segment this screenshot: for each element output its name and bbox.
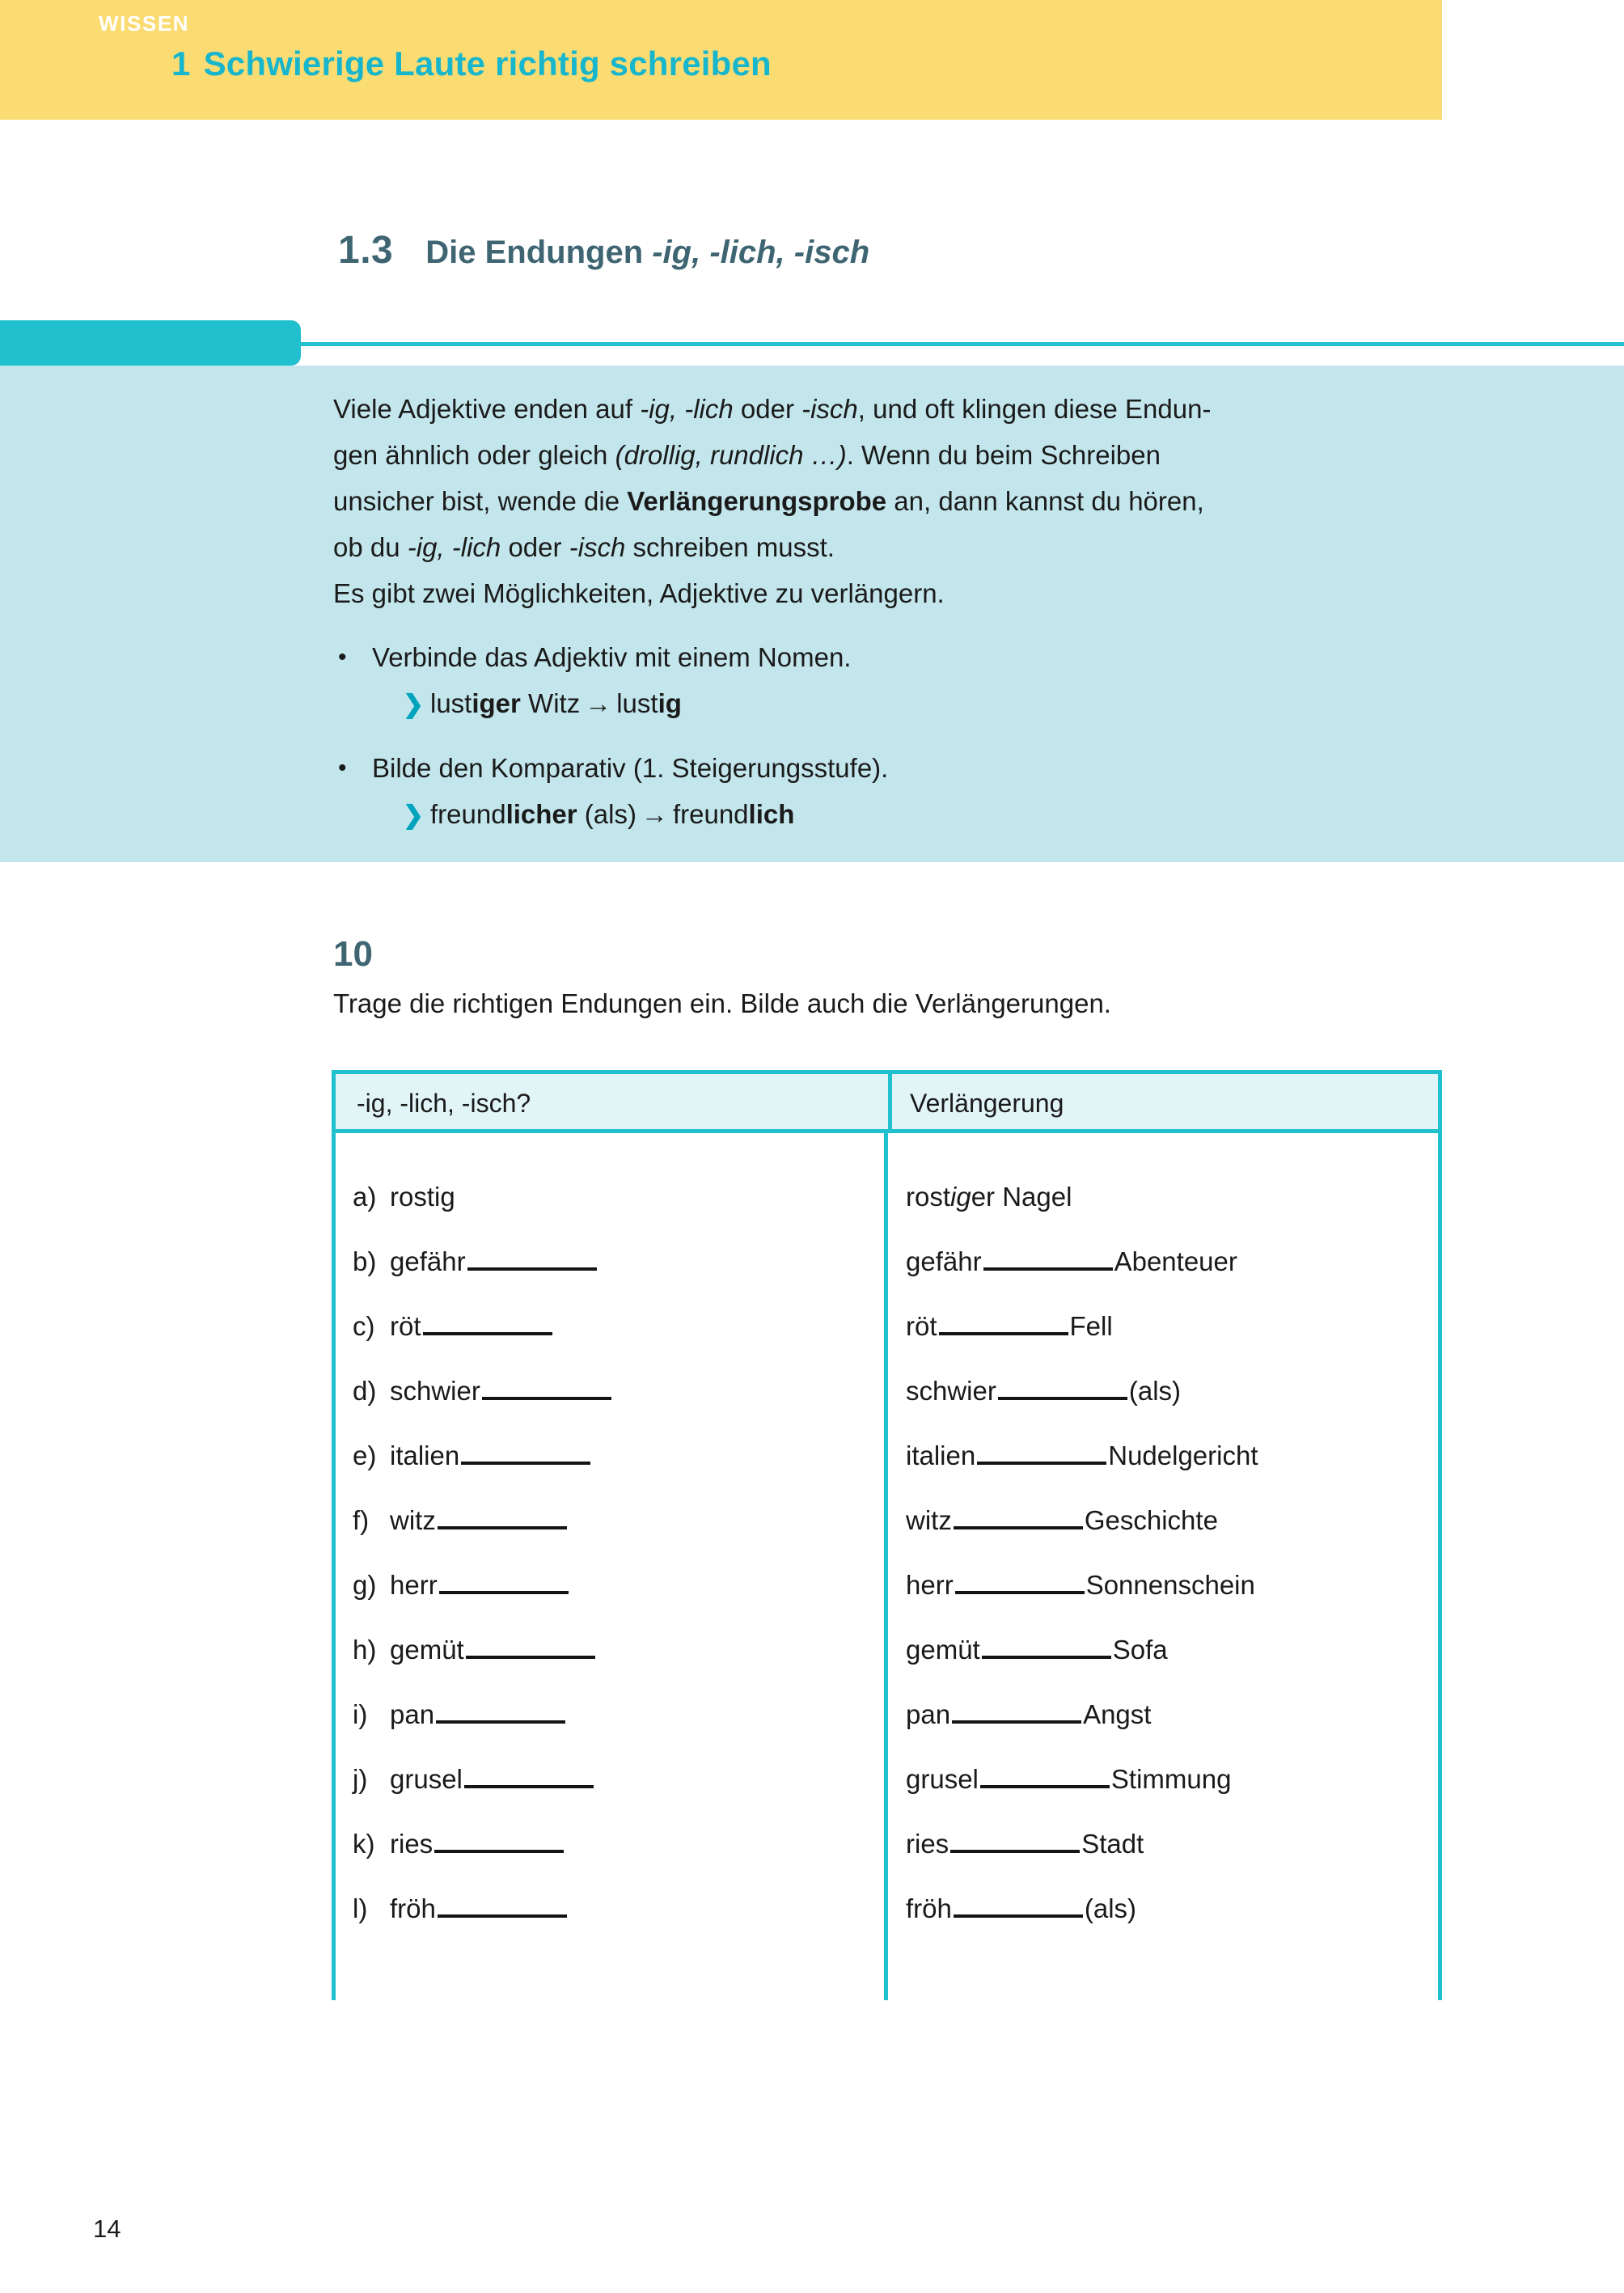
answer-blank-right[interactable] <box>998 1376 1127 1400</box>
row-marker: a) <box>353 1182 377 1212</box>
example-post-pre: freund <box>672 799 749 829</box>
arrow-right-icon: → <box>641 799 668 829</box>
knowledge-box-body <box>333 386 1465 856</box>
row-stem-right: herr <box>906 1570 954 1600</box>
row-suffix-right: er Nagel <box>971 1182 1072 1212</box>
answer-blank-left[interactable] <box>438 1505 567 1529</box>
knowledge-paragraph-line3 <box>333 478 1465 524</box>
kb-seg2: -ig, -lich <box>640 394 734 424</box>
row-suffix-right: Abenteuer <box>1114 1246 1237 1276</box>
row-marker: d) <box>353 1376 377 1406</box>
row-stem-left: fröh <box>390 1893 436 1923</box>
table-header-cell-extension: Verlängerung <box>910 1089 1064 1118</box>
example-post-pre: lust <box>616 688 658 718</box>
table-row-left <box>353 1376 613 1441</box>
kb-seg14: oder <box>501 532 569 562</box>
kb-seg11: an, dann kannst du hören, <box>886 486 1204 516</box>
row-stem-left: ries <box>390 1829 433 1859</box>
answer-blank-right[interactable] <box>950 1829 1080 1853</box>
example-mid: (als) <box>577 799 636 829</box>
row-suffix-right: Sofa <box>1112 1635 1168 1665</box>
row-stem-left: pan <box>390 1699 435 1729</box>
example-bold: licher <box>505 799 577 829</box>
table-row-right <box>906 1829 1258 1893</box>
row-suffix-right: Angst <box>1083 1699 1152 1729</box>
row-suffix-right: (als) <box>1128 1376 1182 1406</box>
knowledge-bullet-item <box>333 745 1465 838</box>
answer-blank-left[interactable] <box>482 1376 611 1400</box>
row-marker: f) <box>353 1505 370 1535</box>
row-marker: b) <box>353 1246 377 1276</box>
table-row-left <box>353 1829 613 1893</box>
answer-blank-right[interactable] <box>983 1246 1113 1271</box>
row-stem-left: schwier <box>390 1376 480 1406</box>
answer-blank-right[interactable] <box>954 1505 1083 1529</box>
knowledge-paragraph-line2 <box>333 432 1465 478</box>
table-column-right <box>906 1182 1258 1958</box>
answer-blank-left[interactable] <box>423 1311 552 1335</box>
chapter-number: 1 <box>171 44 191 82</box>
table-right-border <box>1438 1133 1442 2000</box>
table-row-left <box>353 1635 613 1699</box>
row-italic-ending: ig <box>950 1182 971 1212</box>
table-row-right <box>906 1893 1258 1958</box>
row-suffix-right: Nudelgericht <box>1108 1441 1258 1470</box>
kb-seg5: , und oft klingen diese Endun- <box>857 394 1212 424</box>
table-left-border <box>332 1133 336 2000</box>
bullet-example <box>372 791 1465 838</box>
example-bold: iger <box>472 688 521 718</box>
table-column-divider <box>884 1133 888 2000</box>
row-stem-left: herr <box>390 1570 438 1600</box>
row-stem-left: witz <box>390 1505 436 1535</box>
chapter-title-text: Schwierige Laute richtig schreiben <box>203 44 772 82</box>
answer-blank-left[interactable] <box>438 1893 567 1918</box>
table-row-right <box>906 1441 1258 1505</box>
answer-blank-right[interactable] <box>982 1635 1111 1659</box>
exercise-table <box>332 1070 1442 2004</box>
row-suffix-right: Stadt <box>1081 1829 1144 1859</box>
table-row-left <box>353 1570 613 1635</box>
kb-seg15: -isch <box>569 532 626 562</box>
row-stem-left: grusel <box>390 1764 463 1794</box>
row-stem-left: gefähr <box>390 1246 466 1276</box>
row-stem-right: italien <box>906 1441 976 1470</box>
row-suffix-right: Stimmung <box>1110 1764 1232 1794</box>
row-marker: h) <box>353 1635 377 1665</box>
table-row-right <box>906 1505 1258 1570</box>
kb-seg9: unsicher bist, wende die <box>333 486 628 516</box>
table-row-right <box>906 1699 1258 1764</box>
kb-seg8: . Wenn du beim Schreiben <box>846 440 1161 470</box>
row-stem-right: gefähr <box>906 1246 982 1276</box>
table-header-cell-endings: -ig, -lich, -isch? <box>357 1089 531 1118</box>
table-row-right <box>906 1182 1258 1246</box>
row-stem-left: röt <box>390 1311 421 1341</box>
table-column-left <box>353 1182 613 1958</box>
knowledge-paragraph <box>333 386 1465 432</box>
knowledge-bullet-item <box>333 634 1465 727</box>
kb-seg6: gen ähnlich oder gleich <box>333 440 615 470</box>
answer-blank-right[interactable] <box>980 1764 1110 1788</box>
kb-seg1: Viele Adjektive enden auf <box>333 394 641 424</box>
kb-seg7: (drollig, rundlich …) <box>615 440 847 470</box>
example-mid: Witz <box>520 688 581 718</box>
kb-seg3: oder <box>733 394 802 424</box>
table-header-row <box>332 1070 1442 1133</box>
row-marker: e) <box>353 1441 377 1470</box>
example-pre: freund <box>429 799 506 829</box>
page-number: 14 <box>93 2215 121 2243</box>
knowledge-box-tab <box>0 320 301 366</box>
knowledge-paragraph-line5: Es gibt zwei Möglichkeiten, Adjektive zu verlängern. <box>333 578 945 608</box>
row-stem-right: pan <box>906 1699 951 1729</box>
section-title-italic: -ig, -lich, -isch <box>652 235 870 270</box>
row-stem-right: röt <box>906 1311 937 1341</box>
example-post-bold: ig <box>658 688 682 718</box>
bullet-text: Bilde den Komparativ (1. Steigerungsstufe). <box>372 753 889 783</box>
chevron-right-icon: ❯ <box>403 690 424 718</box>
answer-blank-right[interactable] <box>977 1441 1106 1465</box>
answer-blank-left[interactable] <box>467 1246 597 1271</box>
example-pre: lust <box>429 688 472 718</box>
answer-blank-left[interactable] <box>436 1699 565 1724</box>
row-marker: g) <box>353 1570 377 1600</box>
answer-blank-left[interactable] <box>434 1829 564 1853</box>
row-stem-left: gemüt <box>390 1635 464 1665</box>
kb-seg16: schreiben musst. <box>625 532 835 562</box>
table-row-right <box>906 1376 1258 1441</box>
table-row-left <box>353 1505 613 1570</box>
row-stem-left: italien <box>390 1441 460 1470</box>
table-row-right <box>906 1570 1258 1635</box>
table-row-left <box>353 1246 613 1311</box>
table-body <box>332 1133 1442 2000</box>
table-row-left <box>353 1441 613 1505</box>
knowledge-box-top-rule <box>301 342 1624 346</box>
knowledge-paragraph-line4 <box>333 524 1465 570</box>
row-marker: l) <box>353 1893 368 1923</box>
row-stem-right: rost <box>906 1182 951 1212</box>
knowledge-box <box>0 366 1624 862</box>
row-stem-right: fröh <box>906 1893 952 1923</box>
row-stem-right: grusel <box>906 1764 979 1794</box>
bullet-dot-icon: • <box>338 755 347 781</box>
table-row-left <box>353 1311 613 1376</box>
answer-blank-left[interactable] <box>466 1635 595 1659</box>
row-suffix-right: Geschichte <box>1084 1505 1218 1535</box>
table-row-left <box>353 1182 613 1246</box>
knowledge-bullet-list <box>333 634 1465 838</box>
section-title-plain: Die Endungen <box>425 235 653 270</box>
table-row-left <box>353 1893 613 1958</box>
table-header-divider <box>888 1074 892 1129</box>
answer-blank-right[interactable] <box>939 1311 1068 1335</box>
answer-blank-right[interactable] <box>952 1699 1081 1724</box>
chevron-right-icon: ❯ <box>403 801 424 829</box>
row-marker: c) <box>353 1311 375 1341</box>
table-row-right <box>906 1635 1258 1699</box>
kb-seg13: -ig, -lich <box>407 532 501 562</box>
row-stem-right: schwier <box>906 1376 996 1406</box>
row-marker: j) <box>353 1764 368 1794</box>
table-row-left <box>353 1699 613 1764</box>
example-post-bold: lich <box>748 799 795 829</box>
row-suffix-right: Fell <box>1069 1311 1113 1341</box>
table-row-right <box>906 1311 1258 1376</box>
row-stem-right: ries <box>906 1829 949 1859</box>
row-stem-right: gemüt <box>906 1635 980 1665</box>
section-heading <box>338 228 869 273</box>
exercise-number: 10 <box>333 934 373 974</box>
answer-blank-left[interactable] <box>439 1570 569 1594</box>
row-stem-left: rostig <box>390 1182 455 1212</box>
arrow-right-icon: → <box>585 688 612 718</box>
table-row-left <box>353 1764 613 1829</box>
chapter-title <box>171 44 772 83</box>
kb-seg4: -isch <box>801 394 858 424</box>
answer-blank-left[interactable] <box>464 1764 594 1788</box>
row-marker: i) <box>353 1699 368 1729</box>
table-row-right <box>906 1764 1258 1829</box>
section-number: 1.3 <box>338 229 394 272</box>
row-suffix-right: (als) <box>1084 1893 1137 1923</box>
bullet-text: Verbinde das Adjektiv mit einem Nomen. <box>372 642 852 672</box>
row-marker: k) <box>353 1829 375 1859</box>
knowledge-box-tab-label: WISSEN <box>99 11 190 36</box>
kb-seg12: ob du <box>333 532 408 562</box>
row-stem-right: witz <box>906 1505 952 1535</box>
answer-blank-right[interactable] <box>954 1893 1083 1918</box>
bullet-example <box>372 680 1465 727</box>
answer-blank-left[interactable] <box>461 1441 590 1465</box>
answer-blank-right[interactable] <box>955 1570 1085 1594</box>
bullet-dot-icon: • <box>338 644 347 671</box>
section-title <box>425 235 869 270</box>
row-suffix-right: Sonnenschein <box>1085 1570 1255 1600</box>
kb-seg10: Verlängerungsprobe <box>627 486 887 516</box>
table-row-right <box>906 1246 1258 1311</box>
exercise-instruction: Trage die richtigen Endungen ein. Bilde auch die Verlängerungen. <box>333 988 1111 1018</box>
